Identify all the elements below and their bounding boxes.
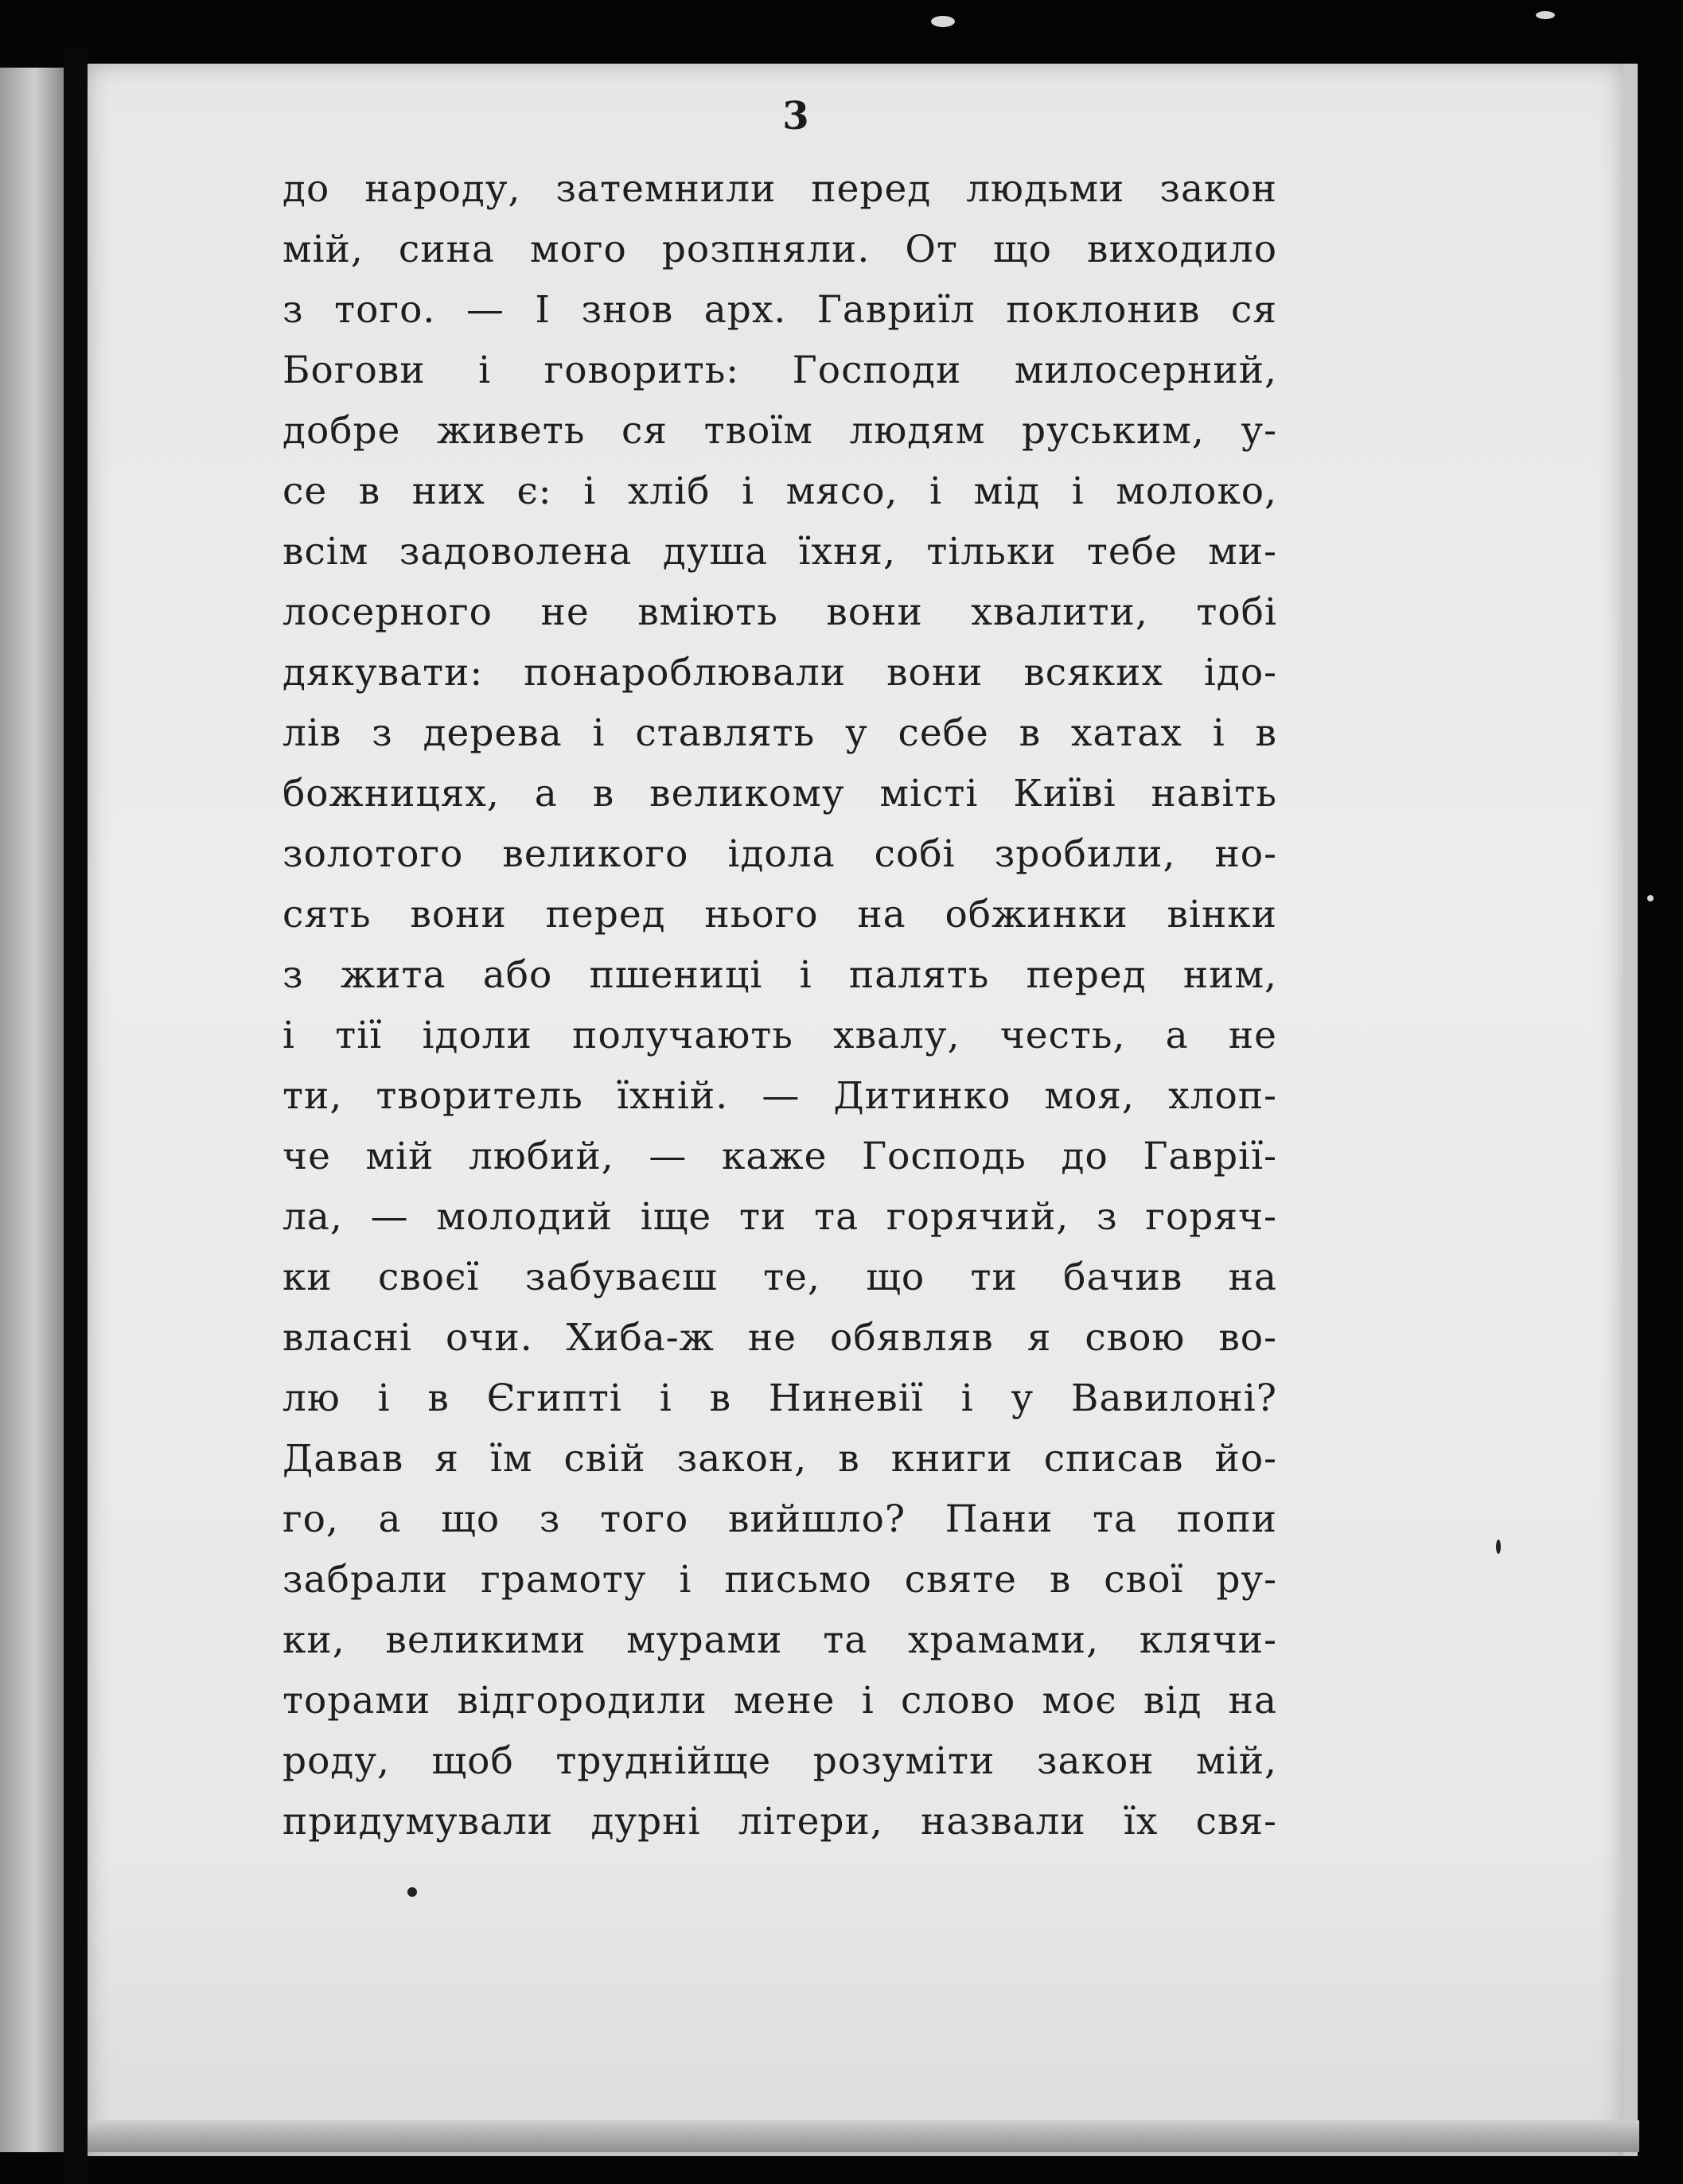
text-line: лю і в Єгипті і в Ниневії і у Вавилоні? [282,1376,1277,1420]
text-line: Богови і говорить: Господи милосерний, [282,348,1277,392]
text-line: ти, творитель їхній. — Дитинко моя, хлоп- [282,1074,1277,1118]
text-line: власні очи. Хиба-ж не обявляв я свою во- [282,1316,1277,1360]
text-line: ла, — молодий іще ти та горячий, з горяч- [282,1195,1277,1239]
dust-speck [1647,895,1654,901]
text-line: добре живеть ся твоїм людям руським, у- [282,409,1277,453]
dust-speck [1536,11,1555,19]
text-line: дякувати: понароблювали вони всяких ідо- [282,651,1277,695]
text-line: золотого великого ідола собі зробили, но- [282,832,1277,876]
text-line: і тії ідоли получають хвалу, честь, а не [282,1014,1277,1057]
text-line: сять вони перед нього на обжинки вінки [282,893,1277,936]
text-line: лів з дерева і ставлять у себе в хатах і в [282,711,1277,755]
previous-page-edge [0,68,64,2152]
page-number: 3 [782,94,809,138]
dust-speck [931,16,955,27]
text-line: забрали грамоту і письмо святе в свої ру- [282,1558,1277,1602]
text-line: мій, сина мого розпняли. От що виходило [282,228,1277,271]
text-line: лосерного не вміють вони хвалити, тобі [282,590,1277,634]
text-line: з жита або пшениці і палять перед ним, [282,953,1277,997]
text-line: всім задоволена душа їхня, тільки тебе ми- [282,530,1277,574]
ink-speck [407,1887,417,1897]
text-line: до народу, затемнили перед людьми закон [282,167,1277,211]
text-line: придумували дурні літери, назвали їх свя- [282,1800,1277,1843]
text-line: Давав я їм свій закон, в книги списав йо- [282,1437,1277,1481]
binding-gutter [64,48,88,2184]
ink-speck [1496,1540,1501,1554]
text-line: се в них є: і хліб і мясо, і мід і молоко, [282,469,1277,513]
page-bottom-edge [88,2120,1639,2152]
text-line: ки своєї забуваєш те, що ти бачив на [282,1256,1277,1299]
text-line: че мій любий, — каже Господь до Гаврії- [282,1135,1277,1178]
text-line: торами відгородили мене і слово моє від на [282,1679,1277,1723]
text-line: з того. — І знов арх. Гавриїл поклонив ся [282,288,1277,332]
text-line: го, а що з того вийшло? Пани та попи [282,1497,1277,1541]
text-line: роду, щоб труднійще розуміти закон мій, [282,1739,1277,1783]
body-text [282,159,1277,1852]
text-line: ки, великими мурами та храмами, клячи- [282,1618,1277,1662]
text-line: божницях, а в великому місті Київі навіть [282,772,1277,816]
